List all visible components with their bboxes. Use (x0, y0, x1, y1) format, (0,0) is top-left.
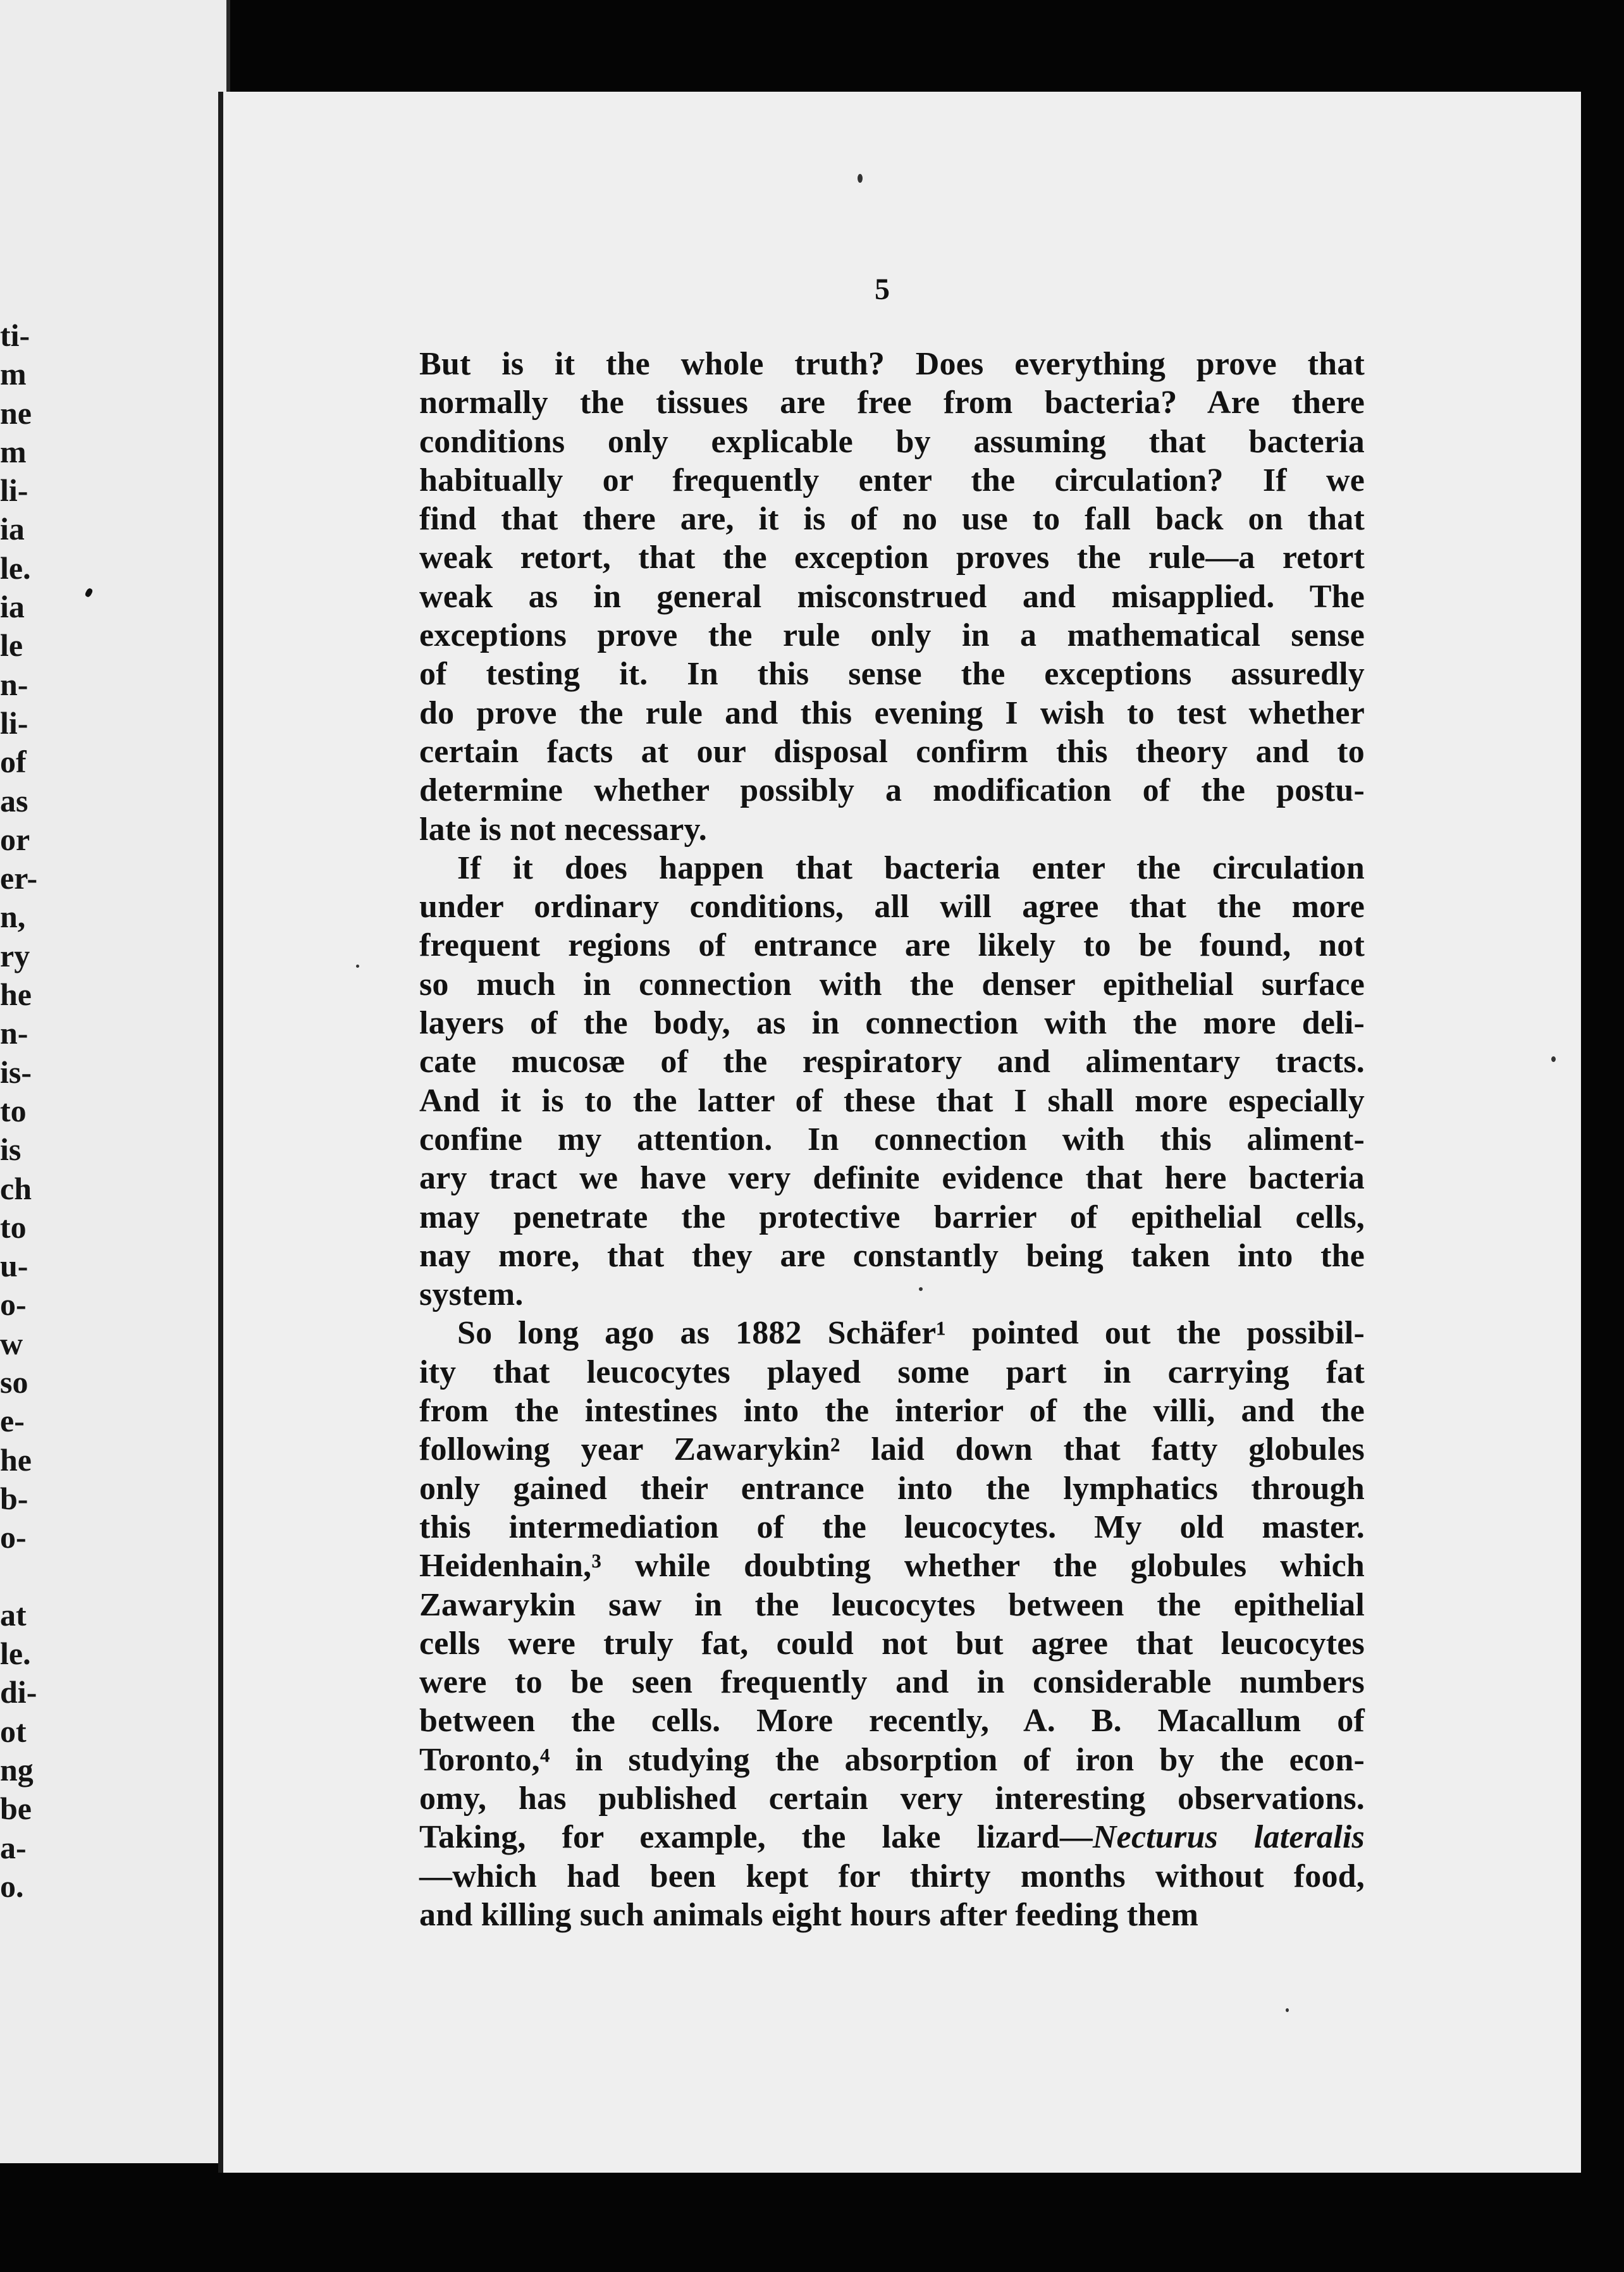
text-line: layers of the body, as in connection with the more deli- (419, 1005, 1365, 1042)
text-line: were to be seen frequently and in considerable numbers (419, 1664, 1365, 1701)
text-line: and killing such animals eight hours after feeding them (419, 1896, 1199, 1933)
text-line: Toronto,⁴ in studying the absorption of iron by the econ- (419, 1741, 1365, 1778)
previous-page-fragment: le (0, 627, 23, 664)
page-body-text (419, 345, 1365, 1934)
previous-page-fragment: as (0, 782, 28, 818)
species-name: Necturus lateralis (1092, 1819, 1365, 1856)
text-line: cate mucosæ of the respiratory and alimentary tracts. (419, 1044, 1365, 1080)
previous-page-fragment: li- (0, 472, 28, 509)
text-line: so much in connection with the denser epithelial surface (419, 966, 1365, 1003)
previous-page-fragment (0, 1557, 95, 1596)
text-line: So long ago as 1882 Schäfer¹ pointed out the possibil- (457, 1315, 1365, 1352)
text-line: system. (419, 1276, 524, 1313)
previous-page-fragment: he (0, 1442, 32, 1478)
previous-page-fragment: at (0, 1596, 27, 1633)
text-line: between the cells. More recently, A. B. Macallum of (419, 1703, 1365, 1739)
previous-page-fragment: n, (0, 899, 26, 935)
text-line: do prove the rule and this evening I wish to test whether (419, 695, 1365, 731)
text-line: late is not necessary. (419, 811, 708, 848)
previous-page-fragment: ch (0, 1170, 32, 1206)
text-line: Zawarykin saw in the leucocytes between the epithelial (419, 1586, 1365, 1623)
previous-page-fragment: ry (0, 937, 30, 973)
book-page (218, 92, 1581, 2173)
text-line: If it does happen that bacteria enter the circulation (457, 849, 1365, 886)
text-line: exceptions prove the rule only in a mathematical sense (419, 617, 1365, 654)
text-line: ity that leucocytes played some part in carrying fat (419, 1354, 1365, 1390)
text-line: omy, has published certain very interesting observations. (419, 1780, 1365, 1817)
previous-page-fragment: o- (0, 1287, 27, 1323)
text-line: conditions only explicable by assuming that bacteria (419, 423, 1365, 460)
previous-page-fragment: ot (0, 1713, 27, 1749)
text-line: normally the tissues are free from bacteria? Are there (419, 385, 1365, 421)
previous-page-fragment: n- (0, 666, 28, 702)
previous-page-fragment: of (0, 744, 27, 780)
previous-page-line-ends (0, 316, 95, 1906)
previous-page-fragment: er- (0, 860, 38, 896)
previous-page-fragment: to (0, 1092, 27, 1128)
line-text: Taking, for example, the lake lizard— (419, 1819, 1093, 1856)
text-line: of testing it. In this sense the exceptions assuredly (419, 656, 1365, 693)
previous-page-fragment: is- (0, 1054, 32, 1090)
previous-page-fragment: di- (0, 1674, 37, 1710)
previous-page-fragment: be (0, 1791, 32, 1827)
text-line: —which had been kept for thirty months without food, (419, 1858, 1365, 1894)
text-line: from the intestines into the interior of the villi, and the (419, 1393, 1365, 1429)
text-line: may penetrate the protective barrier of epithelial cells, (419, 1199, 1365, 1235)
previous-page-fragment: is (0, 1132, 22, 1168)
previous-page-fragment: le. (0, 550, 31, 586)
previous-page-fragment: a- (0, 1829, 27, 1865)
previous-page-fragment: m (0, 433, 27, 469)
previous-page-fragment: li- (0, 705, 28, 741)
previous-page-fragment: m (0, 356, 27, 392)
previous-page-fragment: le. (0, 1636, 31, 1672)
previous-page-fragment: ng (0, 1751, 34, 1787)
text-line: under ordinary conditions, all will agree that the more (419, 889, 1365, 925)
text-line: weak retort, that the exception proves the rule—a retort (419, 540, 1365, 576)
previous-page-fragment: he (0, 977, 32, 1013)
text-line: weak as in general misconstrued and misapplied. The (419, 578, 1365, 615)
text-line: nay more, that they are constantly being taken into the (419, 1237, 1365, 1274)
previous-page-fragment: ne (0, 395, 32, 431)
previous-page-fragment: ti- (0, 318, 30, 353)
previous-page-edge (0, 0, 230, 2163)
previous-page-fragment: n- (0, 1015, 28, 1051)
previous-page-fragment: ia (0, 589, 25, 625)
text-line: And it is to the latter of these that I shall more especially (419, 1082, 1365, 1119)
previous-page-fragment: so (0, 1364, 28, 1400)
text-line: frequent regions of entrance are likely to be found, not (419, 927, 1365, 964)
text-line: confine my attention. In connection with this aliment- (419, 1121, 1365, 1158)
paragraph (419, 849, 1365, 1314)
paragraph (419, 1314, 1365, 1934)
text-line: But is it the whole truth? Does everything prove that (419, 346, 1365, 382)
previous-page-fragment: ia (0, 511, 25, 547)
text-line: only gained their entrance into the lymphatics through (419, 1470, 1365, 1507)
text-line: this intermediation of the leucocytes. My old master. (419, 1509, 1365, 1545)
previous-page-fragment: o. (0, 1868, 24, 1904)
text-line: Heidenhain,³ while doubting whether the globules which (419, 1548, 1365, 1584)
text-line: determine whether possibly a modification of the postu- (419, 772, 1365, 809)
previous-page-fragment: o- (0, 1519, 27, 1555)
previous-page-fragment: or (0, 821, 30, 857)
text-line: following year Zawarykin² laid down that fatty globules (419, 1431, 1365, 1468)
text-line: ary tract we have very definite evidence that here bacteria (419, 1160, 1365, 1197)
page-number: 5 (875, 273, 890, 306)
previous-page-fragment: u- (0, 1248, 28, 1284)
text-line: certain facts at our disposal confirm this theory and to (419, 733, 1365, 770)
text-line: find that there are, it is of no use to fall back on that (419, 501, 1365, 538)
text-line: habitually or frequently enter the circulation? If we (419, 462, 1365, 498)
previous-page-fragment: to (0, 1209, 27, 1245)
previous-page-fragment: w (0, 1325, 23, 1361)
previous-page-fragment: e- (0, 1403, 25, 1439)
text-line (419, 1818, 1365, 1856)
paragraph (419, 345, 1365, 849)
previous-page-fragment: b- (0, 1480, 28, 1516)
text-line: cells were truly fat, could not but agree that leucocytes (419, 1625, 1365, 1662)
